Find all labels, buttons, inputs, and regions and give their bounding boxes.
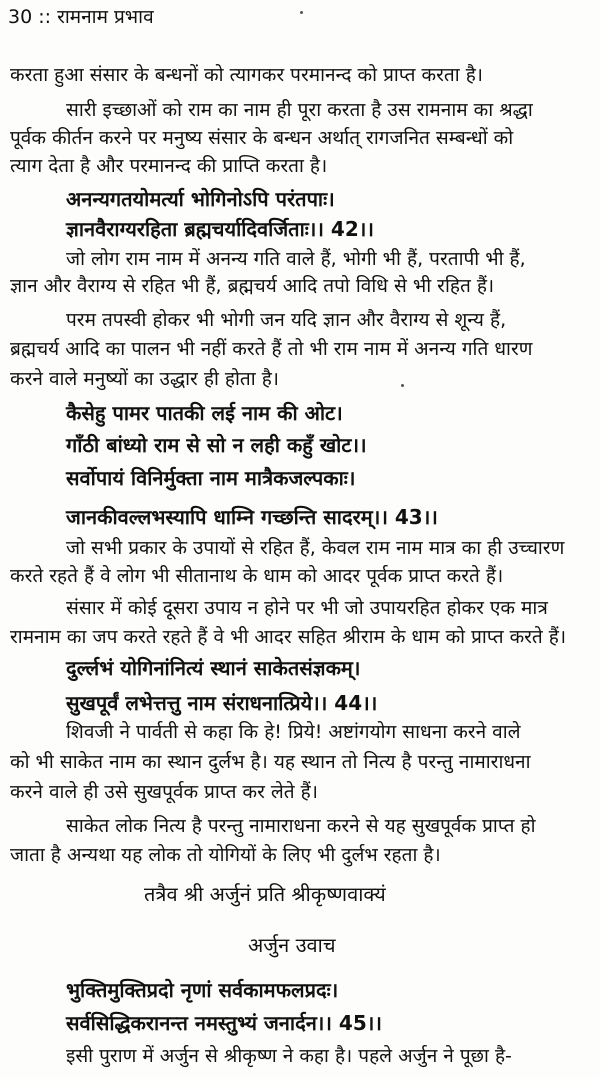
text-line: परम तपस्वी होकर भी भोगी जन यदि ज्ञान और वैराग्य से शून्य हैं, [66,309,507,331]
verse-line: भुक्तिमुक्तिप्रदो नृणां सर्वकामफलप्रदः। [66,978,339,1002]
verse-line: सर्वसिद्धिकरानन्त नमस्तुभ्यं जनार्दन।। 45।। [66,1011,382,1035]
text-line: संसार में कोई दूसरा उपाय न होने पर भी जो उपायरहित होकर एक मात्र [66,597,548,619]
text-line: करता हुआ संसार के बन्धनों को त्यागकर परमानन्द को प्राप्त करता है। [10,64,483,86]
text-line: शिवजी ने पार्वती से कहा कि हे! प्रिये! अष्टांगयोग साधना करने वाले [66,721,521,743]
verse-line: जानकीवल्लभस्यापि धाम्नि गच्छन्ति सादरम्।। 43।। [66,505,438,529]
text-line: ब्रह्मचर्य आदि का पालन भी नहीं करते हैं तो भी राम नाम में अनन्य गति धारण [10,338,533,360]
text-line: जो लोग राम नाम में अनन्य गति वाले हैं, भोगी भी हैं, परतापी भी हैं, [66,248,526,270]
text-line: करते रहते हैं वे लोग भी सीतानाथ के धाम को आदर पूर्वक प्राप्त करते हैं। [10,565,504,587]
text-line: सारी इच्छाओं को राम का नाम ही पूरा करता है उस रामनाम का श्रद्धा [66,99,533,121]
section-heading: तत्रैव श्री अर्जुनं प्रति श्रीकृष्णवाक्यं [144,882,386,906]
text-line: करने वाले मनुष्यों का उद्धार ही होता है। [10,368,280,390]
text-line: को भी साकेत नाम का स्थान दुर्लभ है। यह स्थान तो नित्य है परन्तु नामाराधना [10,751,531,773]
text-line: करने वाले ही उसे सुखपूर्वक प्राप्त कर लेते हैं। [10,781,318,803]
page-header [8,4,154,30]
ink-speck [300,11,303,14]
page-number: 30 [8,6,33,28]
text-line: त्याग देता है और परमानन्द की प्राप्ति करता है। [10,155,328,177]
verse-line: अनन्यगतयोमर्त्या भोगिनोऽपि परंतपाः। [66,187,335,211]
ink-speck [401,384,404,387]
verse-line: गाँठी बांध्यो राम से सो न लही कहुँ खोट।। [66,433,367,457]
running-title: :: रामनाम प्रभाव [38,6,154,28]
verse-line: सर्वोपायं विनिर्मुक्ता नाम मात्रैकजल्पकाः। [66,466,356,490]
text-line: पूर्वक कीर्तन करने पर मनुष्य संसार के बन्धन अर्थात् रागजनित सम्बन्धों को [10,127,514,149]
text-line: रामनाम का जप करते रहते हैं वे भी आदर सहित श्रीराम के धाम को प्राप्त करते हैं। [10,626,567,648]
text-line: साकेत लोक नित्य है परन्तु नामाराधना करने से यह सुखपूर्वक प्राप्त हो [66,815,536,837]
text-line: ज्ञान और वैराग्य से रहित भी हैं, ब्रह्मचर्य आदि तपो विधि से भी रहित हैं। [10,275,495,297]
verse-line: सुखपूर्वं लभेत्तत्तु नाम संराधनात्प्रिये।। 44।। [66,691,378,715]
speaker-heading: अर्जुन उवाच [248,933,336,957]
verse-line: ज्ञानवैराग्यरहिता ब्रह्मचर्यादिवर्जिताः।। 42।। [66,217,374,241]
verse-line: कैसेहु पामर पातकी लई नाम की ओट। [66,401,343,425]
text-line: जाता है अन्यथा यह लोक तो योगियों के लिए भी दुर्लभ रहता है। [10,844,441,866]
text-line: इसी पुराण में अर्जुन से श्रीकृष्ण ने कहा है। पहले अर्जुन ने पूछा है- [66,1045,512,1067]
text-line: जो सभी प्रकार के उपायों से रहित हैं, केवल राम नाम मात्र का ही उच्चारण [66,537,565,559]
verse-line: दुर्ल्लभं योगिनांनित्यं स्थानं साकेतसंज्ञकम्। [66,656,361,680]
